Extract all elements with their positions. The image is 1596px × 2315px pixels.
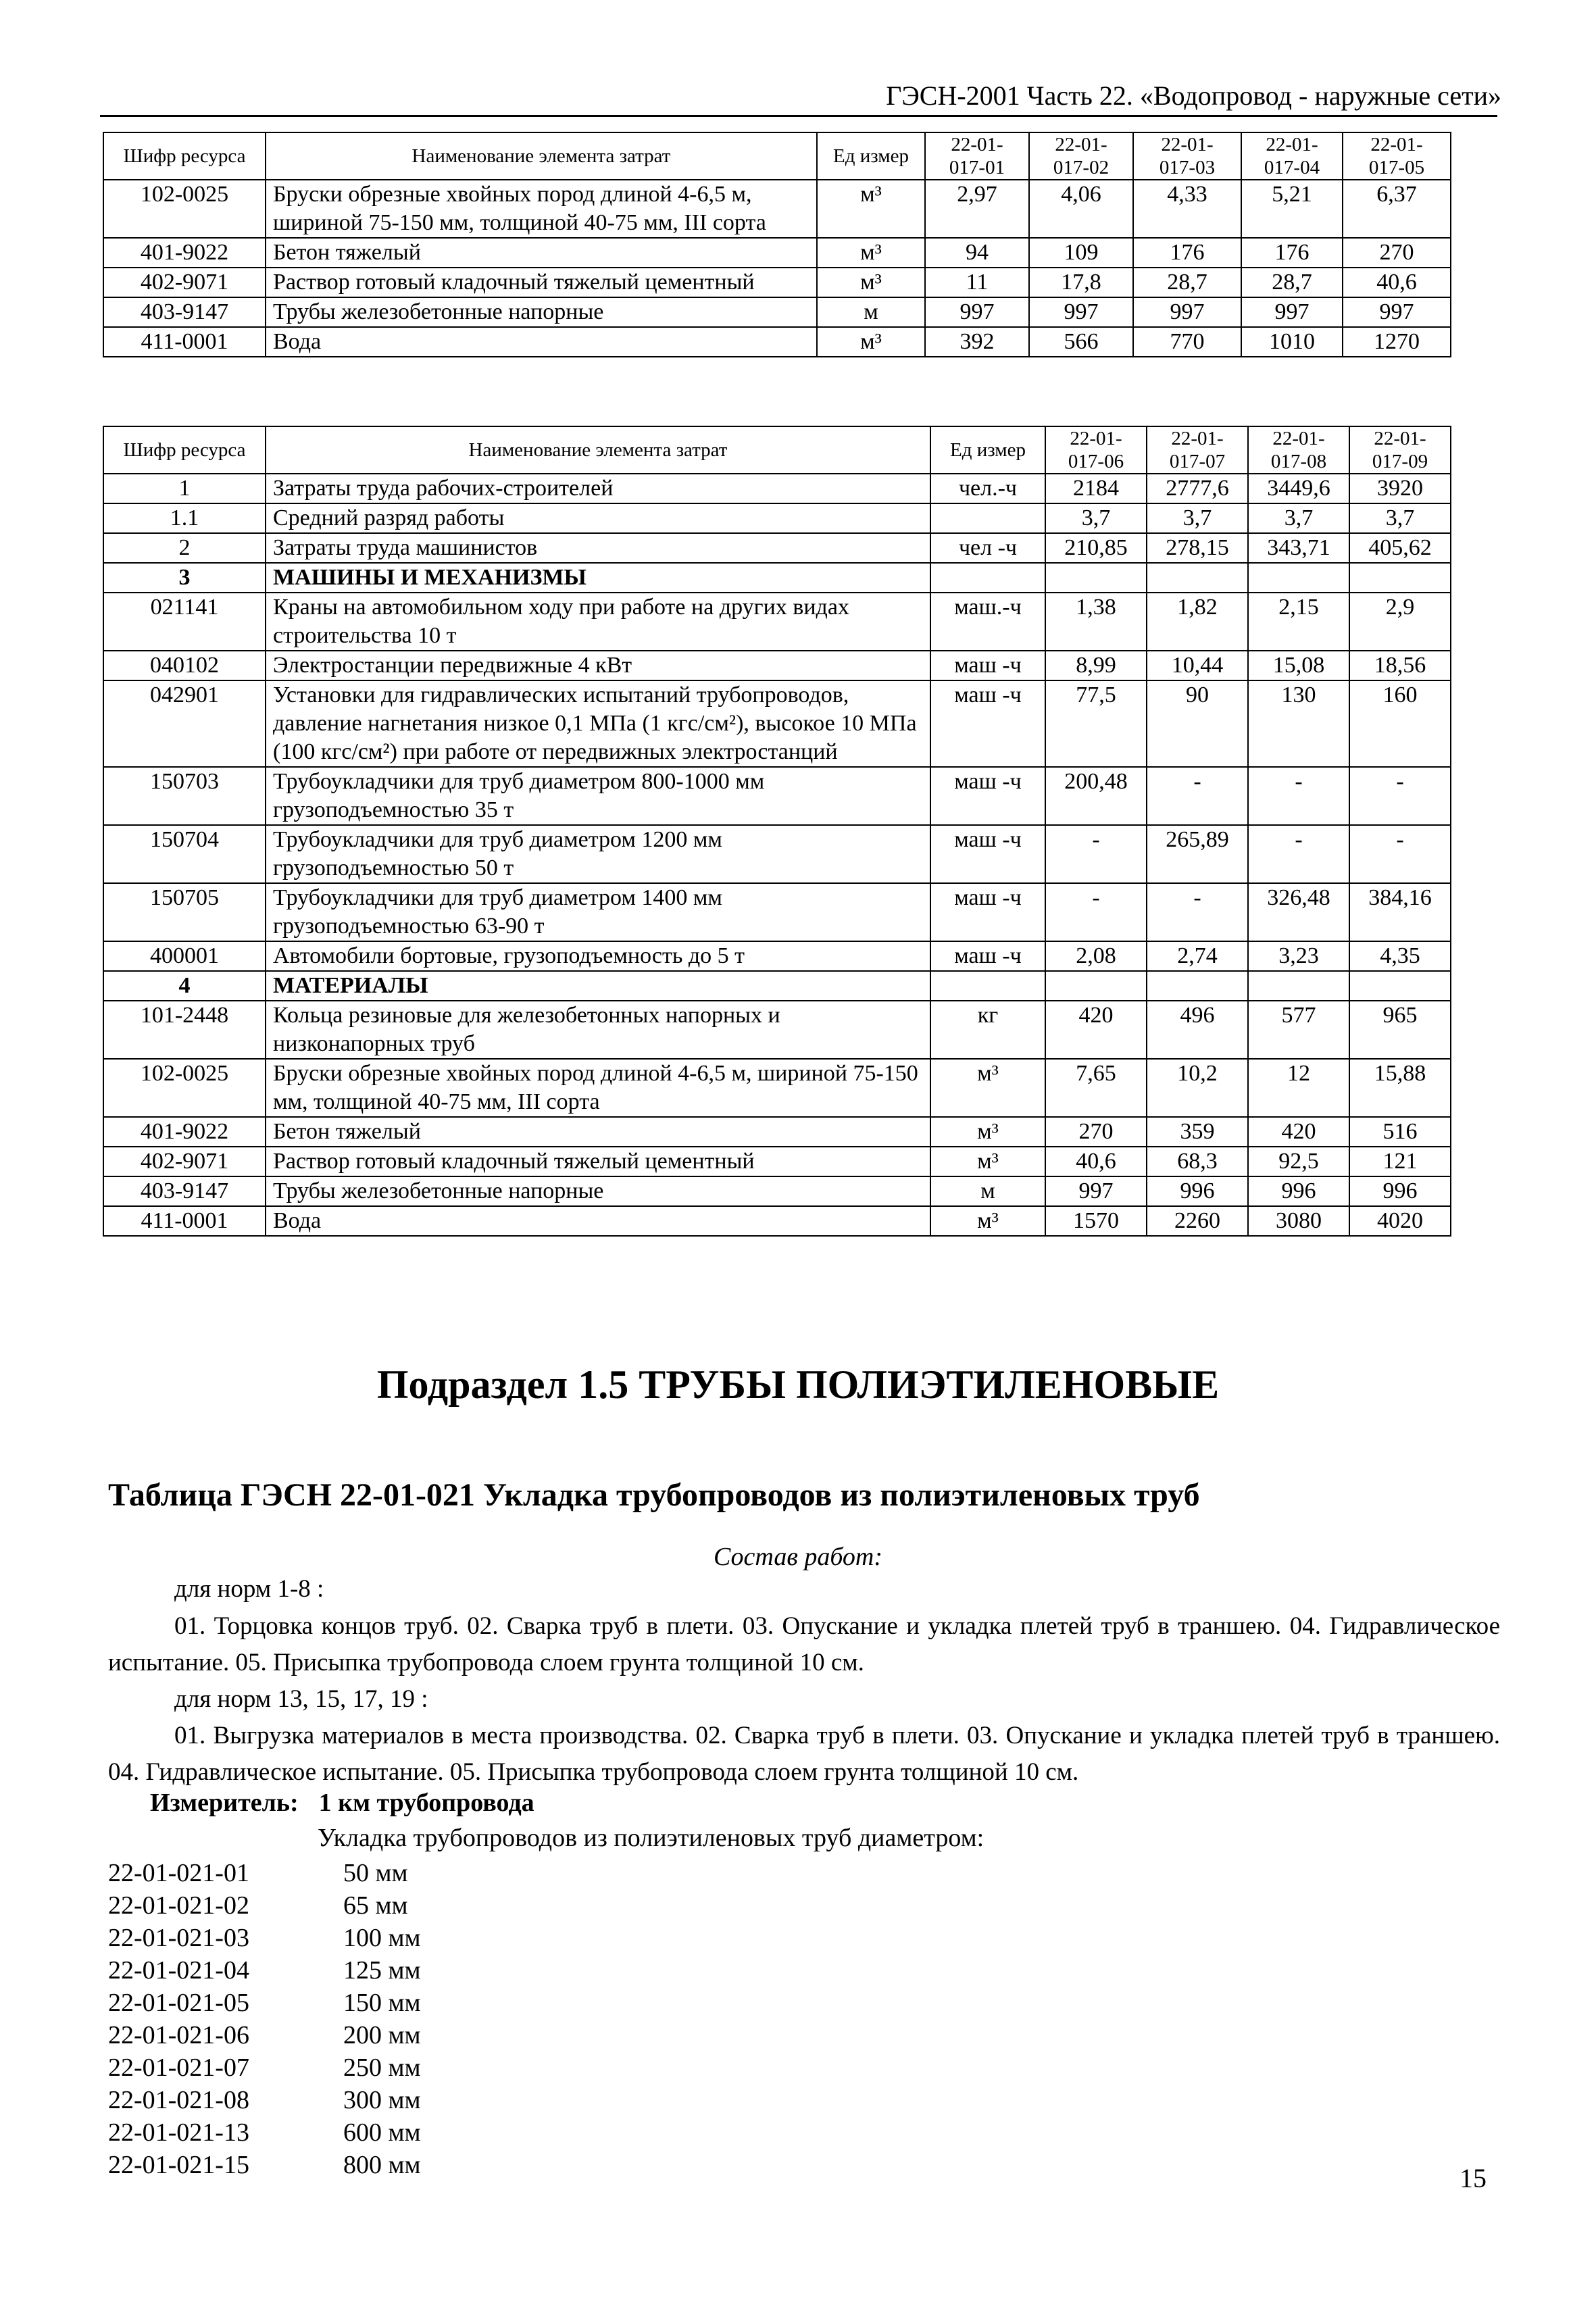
table-row: [103, 563, 1451, 593]
table-row: [103, 180, 1451, 238]
value-cell: 996: [1349, 1176, 1451, 1206]
resource-name: Трубоукладчики для труб диаметром 1200 мм грузоподъемностью 50 т: [266, 825, 930, 883]
table-row: [103, 533, 1451, 563]
column-header: Наименование элемента затрат: [266, 426, 930, 474]
value-cell: [1147, 563, 1248, 593]
column-header: 22-01- 017-02: [1029, 132, 1133, 180]
value-cell: 2,74: [1147, 941, 1248, 971]
column-header: 22-01- 017-01: [925, 132, 1029, 180]
for-norms-label: для норм 13, 15, 17, 19 :: [174, 1685, 428, 1713]
table-row: [103, 268, 1451, 297]
value-cell: [1045, 971, 1147, 1001]
value-cell: 200,48: [1045, 767, 1147, 825]
value-cell: 343,71: [1248, 533, 1349, 563]
norm-diameter: 600 мм: [343, 2118, 421, 2147]
value-cell: -: [1147, 767, 1248, 825]
unit: маш -ч: [930, 767, 1045, 825]
value-cell: 392: [925, 327, 1029, 357]
value-cell: 121: [1349, 1147, 1451, 1176]
resource-code: 101-2448: [103, 1001, 266, 1059]
resource-name: Бруски обрезные хвойных пород длиной 4-6,5 м, шириной 75-150 мм, толщиной 40-75 мм, III сорта: [266, 1059, 930, 1117]
value-cell: -: [1147, 883, 1248, 941]
table-row: [103, 474, 1451, 503]
unit: маш -ч: [930, 680, 1045, 767]
resource-name: Трубы железобетонные напорные: [266, 1176, 930, 1206]
resource-name: Бетон тяжелый: [266, 238, 817, 268]
value-cell: [1349, 971, 1451, 1001]
value-cell: 420: [1045, 1001, 1147, 1059]
resource-name: Раствор готовый кладочный тяжелый цементный: [266, 268, 817, 297]
table-row: [103, 593, 1451, 651]
value-cell: 4,33: [1133, 180, 1241, 238]
value-cell: 1,82: [1147, 593, 1248, 651]
table-row: [103, 1059, 1451, 1117]
resource-name: Средний разряд работы: [266, 503, 930, 533]
resource-code: 1: [103, 474, 266, 503]
table-row: [103, 238, 1451, 268]
unit: м³: [930, 1147, 1045, 1176]
column-header: Шифр ресурса: [103, 132, 266, 180]
resource-name: Трубоукладчики для труб диаметром 800-1000 мм грузоподъемностью 35 т: [266, 767, 930, 825]
table-title: Таблица ГЭСН 22-01-021 Укладка трубопроводов из полиэтиленовых труб: [108, 1477, 1200, 1513]
resource-name: Трубоукладчики для труб диаметром 1400 мм грузоподъемностью 63-90 т: [266, 883, 930, 941]
unit: м³: [817, 238, 925, 268]
unit: чел.-ч: [930, 474, 1045, 503]
measure-value: 1 км трубопровода: [318, 1789, 534, 1817]
value-cell: 15,88: [1349, 1059, 1451, 1117]
value-cell: 997: [1029, 297, 1133, 327]
value-cell: 996: [1147, 1176, 1248, 1206]
value-cell: 28,7: [1241, 268, 1343, 297]
table-row: [103, 651, 1451, 680]
value-cell: 270: [1045, 1117, 1147, 1147]
value-cell: 3,7: [1349, 503, 1451, 533]
value-cell: 77,5: [1045, 680, 1147, 767]
table-header-row: [103, 426, 1451, 474]
value-cell: 1570: [1045, 1206, 1147, 1236]
resource-name: Бетон тяжелый: [266, 1117, 930, 1147]
resource-code: 102-0025: [103, 1059, 266, 1117]
value-cell: 130: [1248, 680, 1349, 767]
resource-code: 150703: [103, 767, 266, 825]
value-cell: 516: [1349, 1117, 1451, 1147]
norm-code: 22-01-021-07: [108, 2053, 249, 2082]
resource-name: Бруски обрезные хвойных пород длиной 4-6,5 м, шириной 75-150 мм, толщиной 40-75 мм, III сорта: [266, 180, 817, 238]
value-cell: 997: [1343, 297, 1451, 327]
value-cell: 278,15: [1147, 533, 1248, 563]
value-cell: -: [1045, 883, 1147, 941]
resource-name: Автомобили бортовые, грузоподъемность до 5 т: [266, 941, 930, 971]
norm-item: [108, 2019, 421, 2051]
column-header: 22-01- 017-07: [1147, 426, 1248, 474]
table-row: [103, 1206, 1451, 1236]
resource-code: 3: [103, 563, 266, 593]
value-cell: 12: [1248, 1059, 1349, 1117]
column-header: Ед измер: [930, 426, 1045, 474]
table-row: [103, 883, 1451, 941]
table-row: [103, 503, 1451, 533]
value-cell: 997: [1241, 297, 1343, 327]
work-composition-text: 01. Выгрузка материалов в места производства. 02. Сварка труб в плети. 03. Опускание и укладка плетей труб в траншею. 04. Гидравлическое испытание. 05. Присыпка трубопровода слоем грунта толщиной 10 см.: [108, 1722, 1500, 1786]
value-cell: 176: [1241, 238, 1343, 268]
resource-table-017-01-05: [103, 132, 1451, 357]
norm-diameter: 50 мм: [343, 1859, 408, 1887]
value-cell: 4020: [1349, 1206, 1451, 1236]
resource-code: 4: [103, 971, 266, 1001]
unit: маш -ч: [930, 941, 1045, 971]
unit: [930, 971, 1045, 1001]
column-header: 22-01- 017-09: [1349, 426, 1451, 474]
value-cell: 11: [925, 268, 1029, 297]
value-cell: 3449,6: [1248, 474, 1349, 503]
value-cell: [1248, 563, 1349, 593]
norm-code: 22-01-021-08: [108, 2086, 249, 2114]
value-cell: 3,7: [1248, 503, 1349, 533]
resource-code: 411-0001: [103, 1206, 266, 1236]
value-cell: 4,06: [1029, 180, 1133, 238]
resource-code: 401-9022: [103, 238, 266, 268]
resource-name: Кольца резиновые для железобетонных напорных и низконапорных труб: [266, 1001, 930, 1059]
resource-code: 021141: [103, 593, 266, 651]
column-header: 22-01- 017-08: [1248, 426, 1349, 474]
column-header: 22-01- 017-06: [1045, 426, 1147, 474]
table-row: [103, 941, 1451, 971]
value-cell: 40,6: [1045, 1147, 1147, 1176]
value-cell: 997: [1045, 1176, 1147, 1206]
value-cell: 1,38: [1045, 593, 1147, 651]
resource-code: 2: [103, 533, 266, 563]
value-cell: 210,85: [1045, 533, 1147, 563]
value-cell: 326,48: [1248, 883, 1349, 941]
value-cell: [1147, 971, 1248, 1001]
norm-code: 22-01-021-04: [108, 1956, 249, 1985]
value-cell: 265,89: [1147, 825, 1248, 883]
value-cell: 18,56: [1349, 651, 1451, 680]
value-cell: 4,35: [1349, 941, 1451, 971]
unit: м: [930, 1176, 1045, 1206]
resource-name: МАТЕРИАЛЫ: [266, 971, 930, 1001]
column-header: 22-01- 017-03: [1133, 132, 1241, 180]
resource-code: 403-9147: [103, 1176, 266, 1206]
value-cell: 94: [925, 238, 1029, 268]
value-cell: -: [1349, 767, 1451, 825]
value-cell: 2,9: [1349, 593, 1451, 651]
value-cell: 3,7: [1147, 503, 1248, 533]
norm-code: 22-01-021-01: [108, 1859, 249, 1887]
value-cell: 7,65: [1045, 1059, 1147, 1117]
norm-code: 22-01-021-13: [108, 2118, 249, 2147]
resource-name: МАШИНЫ И МЕХАНИЗМЫ: [266, 563, 930, 593]
value-cell: 3,7: [1045, 503, 1147, 533]
unit: м³: [930, 1059, 1045, 1117]
table-row: [103, 1001, 1451, 1059]
value-cell: 10,44: [1147, 651, 1248, 680]
value-cell: 15,08: [1248, 651, 1349, 680]
column-header: Ед измер: [817, 132, 925, 180]
table-row: [103, 327, 1451, 357]
value-cell: 10,2: [1147, 1059, 1248, 1117]
resource-code: 400001: [103, 941, 266, 971]
value-cell: 965: [1349, 1001, 1451, 1059]
value-cell: 8,99: [1045, 651, 1147, 680]
resource-code: 403-9147: [103, 297, 266, 327]
value-cell: 68,3: [1147, 1147, 1248, 1176]
value-cell: 2,15: [1248, 593, 1349, 651]
norm-item: [108, 2116, 421, 2149]
table-row: [103, 1176, 1451, 1206]
norm-diameter: 125 мм: [343, 1956, 421, 1985]
unit: маш -ч: [930, 883, 1045, 941]
norm-diameter: 65 мм: [343, 1891, 408, 1920]
measure-line: [150, 1788, 534, 1818]
norm-diameter: 800 мм: [343, 2151, 421, 2179]
unit: маш.-ч: [930, 593, 1045, 651]
table-row: [103, 971, 1451, 1001]
work-composition-text: 01. Торцовка концов труб. 02. Сварка труб в плети. 03. Опускание и укладка плетей труб в траншею. 04. Гидравлическое испытание. 05. Присыпка трубопровода слоем грунта толщиной 10 см.: [108, 1612, 1500, 1676]
value-cell: [1248, 971, 1349, 1001]
value-cell: 2184: [1045, 474, 1147, 503]
table-header-row: [103, 132, 1451, 180]
value-cell: 770: [1133, 327, 1241, 357]
value-cell: 2,97: [925, 180, 1029, 238]
value-cell: -: [1045, 825, 1147, 883]
unit: м³: [930, 1206, 1045, 1236]
norm-item: [108, 2051, 421, 2084]
norm-code: 22-01-021-05: [108, 1989, 249, 2017]
unit: м³: [817, 180, 925, 238]
norm-item: [108, 1889, 421, 1922]
value-cell: 359: [1147, 1117, 1248, 1147]
value-cell: 997: [925, 297, 1029, 327]
column-header: 22-01- 017-04: [1241, 132, 1343, 180]
work-composition-label: Состав работ:: [713, 1543, 883, 1571]
resource-code: 401-9022: [103, 1117, 266, 1147]
value-cell: 92,5: [1248, 1147, 1349, 1176]
value-cell: 2777,6: [1147, 474, 1248, 503]
resource-name: Установки для гидравлических испытаний трубопроводов, давление нагнетания низкое 0,1 МПа (1 кгс/см²), высокое 10 МПа (100 кгс/см²) при работе от передвижных электростанций: [266, 680, 930, 767]
for-norms-label: для норм 1-8 :: [174, 1575, 324, 1603]
table-row: [103, 1117, 1451, 1147]
page-number: 15: [1460, 2163, 1487, 2193]
value-cell: 3080: [1248, 1206, 1349, 1236]
resource-name: Краны на автомобильном ходу при работе на других видах строительства 10 т: [266, 593, 930, 651]
norm-diameter: 100 мм: [343, 1924, 421, 1952]
value-cell: 566: [1029, 327, 1133, 357]
norm-item: [108, 1922, 421, 1954]
norm-item: [108, 1857, 421, 1889]
norm-code: 22-01-021-06: [108, 2021, 249, 2049]
value-cell: 1010: [1241, 327, 1343, 357]
resource-code: 150705: [103, 883, 266, 941]
value-cell: 2260: [1147, 1206, 1248, 1236]
resource-name: Трубы железобетонные напорные: [266, 297, 817, 327]
table-row: [103, 297, 1451, 327]
value-cell: 1270: [1343, 327, 1451, 357]
resource-name: Затраты труда машинистов: [266, 533, 930, 563]
unit: м³: [817, 268, 925, 297]
value-cell: -: [1248, 825, 1349, 883]
resource-code: 411-0001: [103, 327, 266, 357]
norm-code: 22-01-021-15: [108, 2151, 249, 2179]
resource-code: 040102: [103, 651, 266, 680]
column-header: 22-01- 017-05: [1343, 132, 1451, 180]
value-cell: 176: [1133, 238, 1241, 268]
unit: маш -ч: [930, 651, 1045, 680]
norm-item: [108, 1987, 421, 2019]
value-cell: 3920: [1349, 474, 1451, 503]
column-header: Наименование элемента затрат: [266, 132, 817, 180]
laying-description: Укладка трубопроводов из полиэтиленовых труб диаметром:: [318, 1824, 984, 1852]
value-cell: -: [1248, 767, 1349, 825]
measure-label: Измеритель:: [150, 1789, 299, 1817]
norm-code: 22-01-021-03: [108, 1924, 249, 1952]
resource-code: 042901: [103, 680, 266, 767]
value-cell: 17,8: [1029, 268, 1133, 297]
norm-item: [108, 2149, 421, 2181]
table-row: [103, 767, 1451, 825]
resource-code: 1.1: [103, 503, 266, 533]
unit: [930, 503, 1045, 533]
value-cell: 577: [1248, 1001, 1349, 1059]
resource-code: 402-9071: [103, 268, 266, 297]
resource-name: Вода: [266, 327, 817, 357]
value-cell: 496: [1147, 1001, 1248, 1059]
value-cell: 420: [1248, 1117, 1349, 1147]
header-title: ГЭСН-2001 Часть 22. «Водопровод - наружные сети»: [886, 80, 1501, 111]
unit: чел -ч: [930, 533, 1045, 563]
table-row: [103, 680, 1451, 767]
norm-item: [108, 1954, 421, 1987]
value-cell: 109: [1029, 238, 1133, 268]
resource-name: Раствор готовый кладочный тяжелый цементный: [266, 1147, 930, 1176]
column-header: Шифр ресурса: [103, 426, 266, 474]
value-cell: 160: [1349, 680, 1451, 767]
value-cell: 405,62: [1349, 533, 1451, 563]
resource-name: Электростанции передвижные 4 кВт: [266, 651, 930, 680]
resource-code: 102-0025: [103, 180, 266, 238]
unit: [930, 563, 1045, 593]
subsection-heading: Подраздел 1.5 ТРУБЫ ПОЛИЭТИЛЕНОВЫЕ: [376, 1362, 1220, 1407]
value-cell: 2,08: [1045, 941, 1147, 971]
unit: маш -ч: [930, 825, 1045, 883]
norm-diameter: 150 мм: [343, 1989, 421, 2017]
resource-table-017-06-09: [103, 426, 1451, 1237]
value-cell: 996: [1248, 1176, 1349, 1206]
value-cell: [1045, 563, 1147, 593]
norms-list: [108, 1857, 421, 2181]
value-cell: 3,23: [1248, 941, 1349, 971]
resource-code: 150704: [103, 825, 266, 883]
value-cell: 90: [1147, 680, 1248, 767]
value-cell: 40,6: [1343, 268, 1451, 297]
header-rule: [100, 115, 1497, 117]
value-cell: 384,16: [1349, 883, 1451, 941]
resource-name: Затраты труда рабочих-строителей: [266, 474, 930, 503]
norm-diameter: 200 мм: [343, 2021, 421, 2049]
norm-diameter: 300 мм: [343, 2086, 421, 2114]
value-cell: 270: [1343, 238, 1451, 268]
value-cell: 997: [1133, 297, 1241, 327]
unit: м: [817, 297, 925, 327]
value-cell: 6,37: [1343, 180, 1451, 238]
unit: м³: [817, 327, 925, 357]
norm-item: [108, 2084, 421, 2116]
unit: кг: [930, 1001, 1045, 1059]
resource-code: 402-9071: [103, 1147, 266, 1176]
table-row: [103, 825, 1451, 883]
resource-name: Вода: [266, 1206, 930, 1236]
value-cell: 28,7: [1133, 268, 1241, 297]
value-cell: [1349, 563, 1451, 593]
unit: м³: [930, 1117, 1045, 1147]
value-cell: -: [1349, 825, 1451, 883]
value-cell: 5,21: [1241, 180, 1343, 238]
norm-code: 22-01-021-02: [108, 1891, 249, 1920]
table-row: [103, 1147, 1451, 1176]
norm-diameter: 250 мм: [343, 2053, 421, 2082]
